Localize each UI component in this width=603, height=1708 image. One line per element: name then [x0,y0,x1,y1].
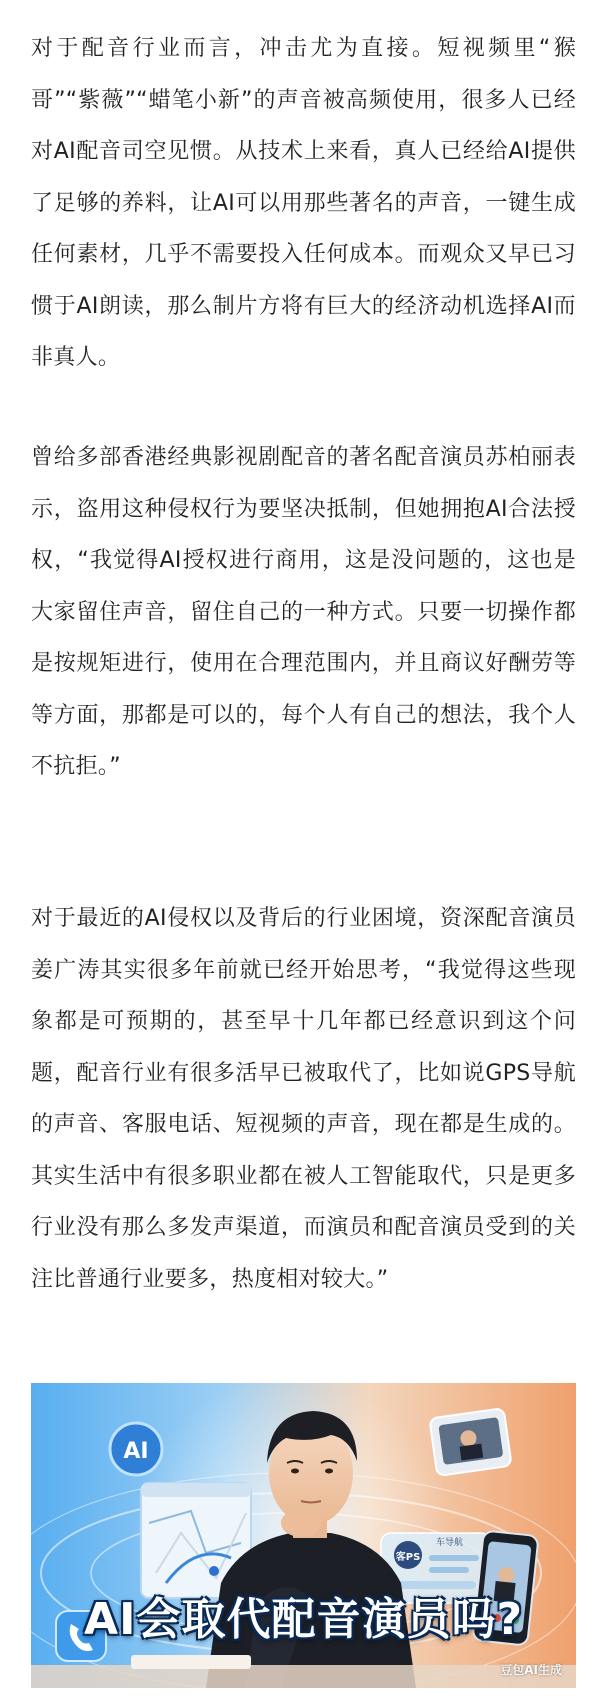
video-window [429,1408,511,1476]
nav-label: 车导航 [436,1538,464,1548]
ai-badge-label: AI [123,1439,149,1464]
article-illustration [31,1383,576,1688]
paragraph-1: 对于配音行业而言，冲击尤为直接。短视频里“猴哥”“紫薇”“蜡笔小新”的声音被高频使用，很多人已经对AI配音司空见惯。从技术上来看，真人已经给AI提供了足够的养料，让AI可以用那些著名的声音，一键生成任何素材，几乎不需要投入任何成本。而观众又早已习惯于AI朗读，那么制片方将有巨大的经济动机选择AI而非真人。 [31,36,576,370]
paragraph-3: 对于最近的AI侵权以及背后的行业困境，资深配音演员姜广涛其实很多年前就已经开始思考，“我觉得这些现象都是可预期的，甚至早十几年都已经意识到这个问题，配音行业有很多活早已被取代了，比如说GPS导航的声音、客服电话、短视频的声音，现在都是生成的。其实生活中有很多职业都在被人工智能取代，只是更多行业没有那么多发声渠道，而演员和配音演员受到的关注比普通行业要多，热度相对较大。” [31,906,576,1292]
illustration-title: AI会取代配音演员吗? [84,1594,523,1645]
illustration-watermark: 豆包AI生成 [500,1663,562,1677]
ai-badge [110,1423,162,1475]
paper-sheet [131,1655,251,1669]
kefu-badge-label: 客PS [395,1552,421,1563]
desk [31,1665,576,1688]
paragraph-2: 曾给多部香港经典影视剧配音的著名配音演员苏柏丽表示，盗用这种侵权行为要坚决抵制，但她拥抱AI合法授权，“我觉得AI授权进行商用，这是没问题的，这也是大家留住声音，留住自己的一种方式。只要一切操作都是按规矩进行，使用在合理范围内，并且商议好酬劳等等方面，那都是可以的，每个人有自己的想法，我个人不抗拒。” [31,445,576,779]
